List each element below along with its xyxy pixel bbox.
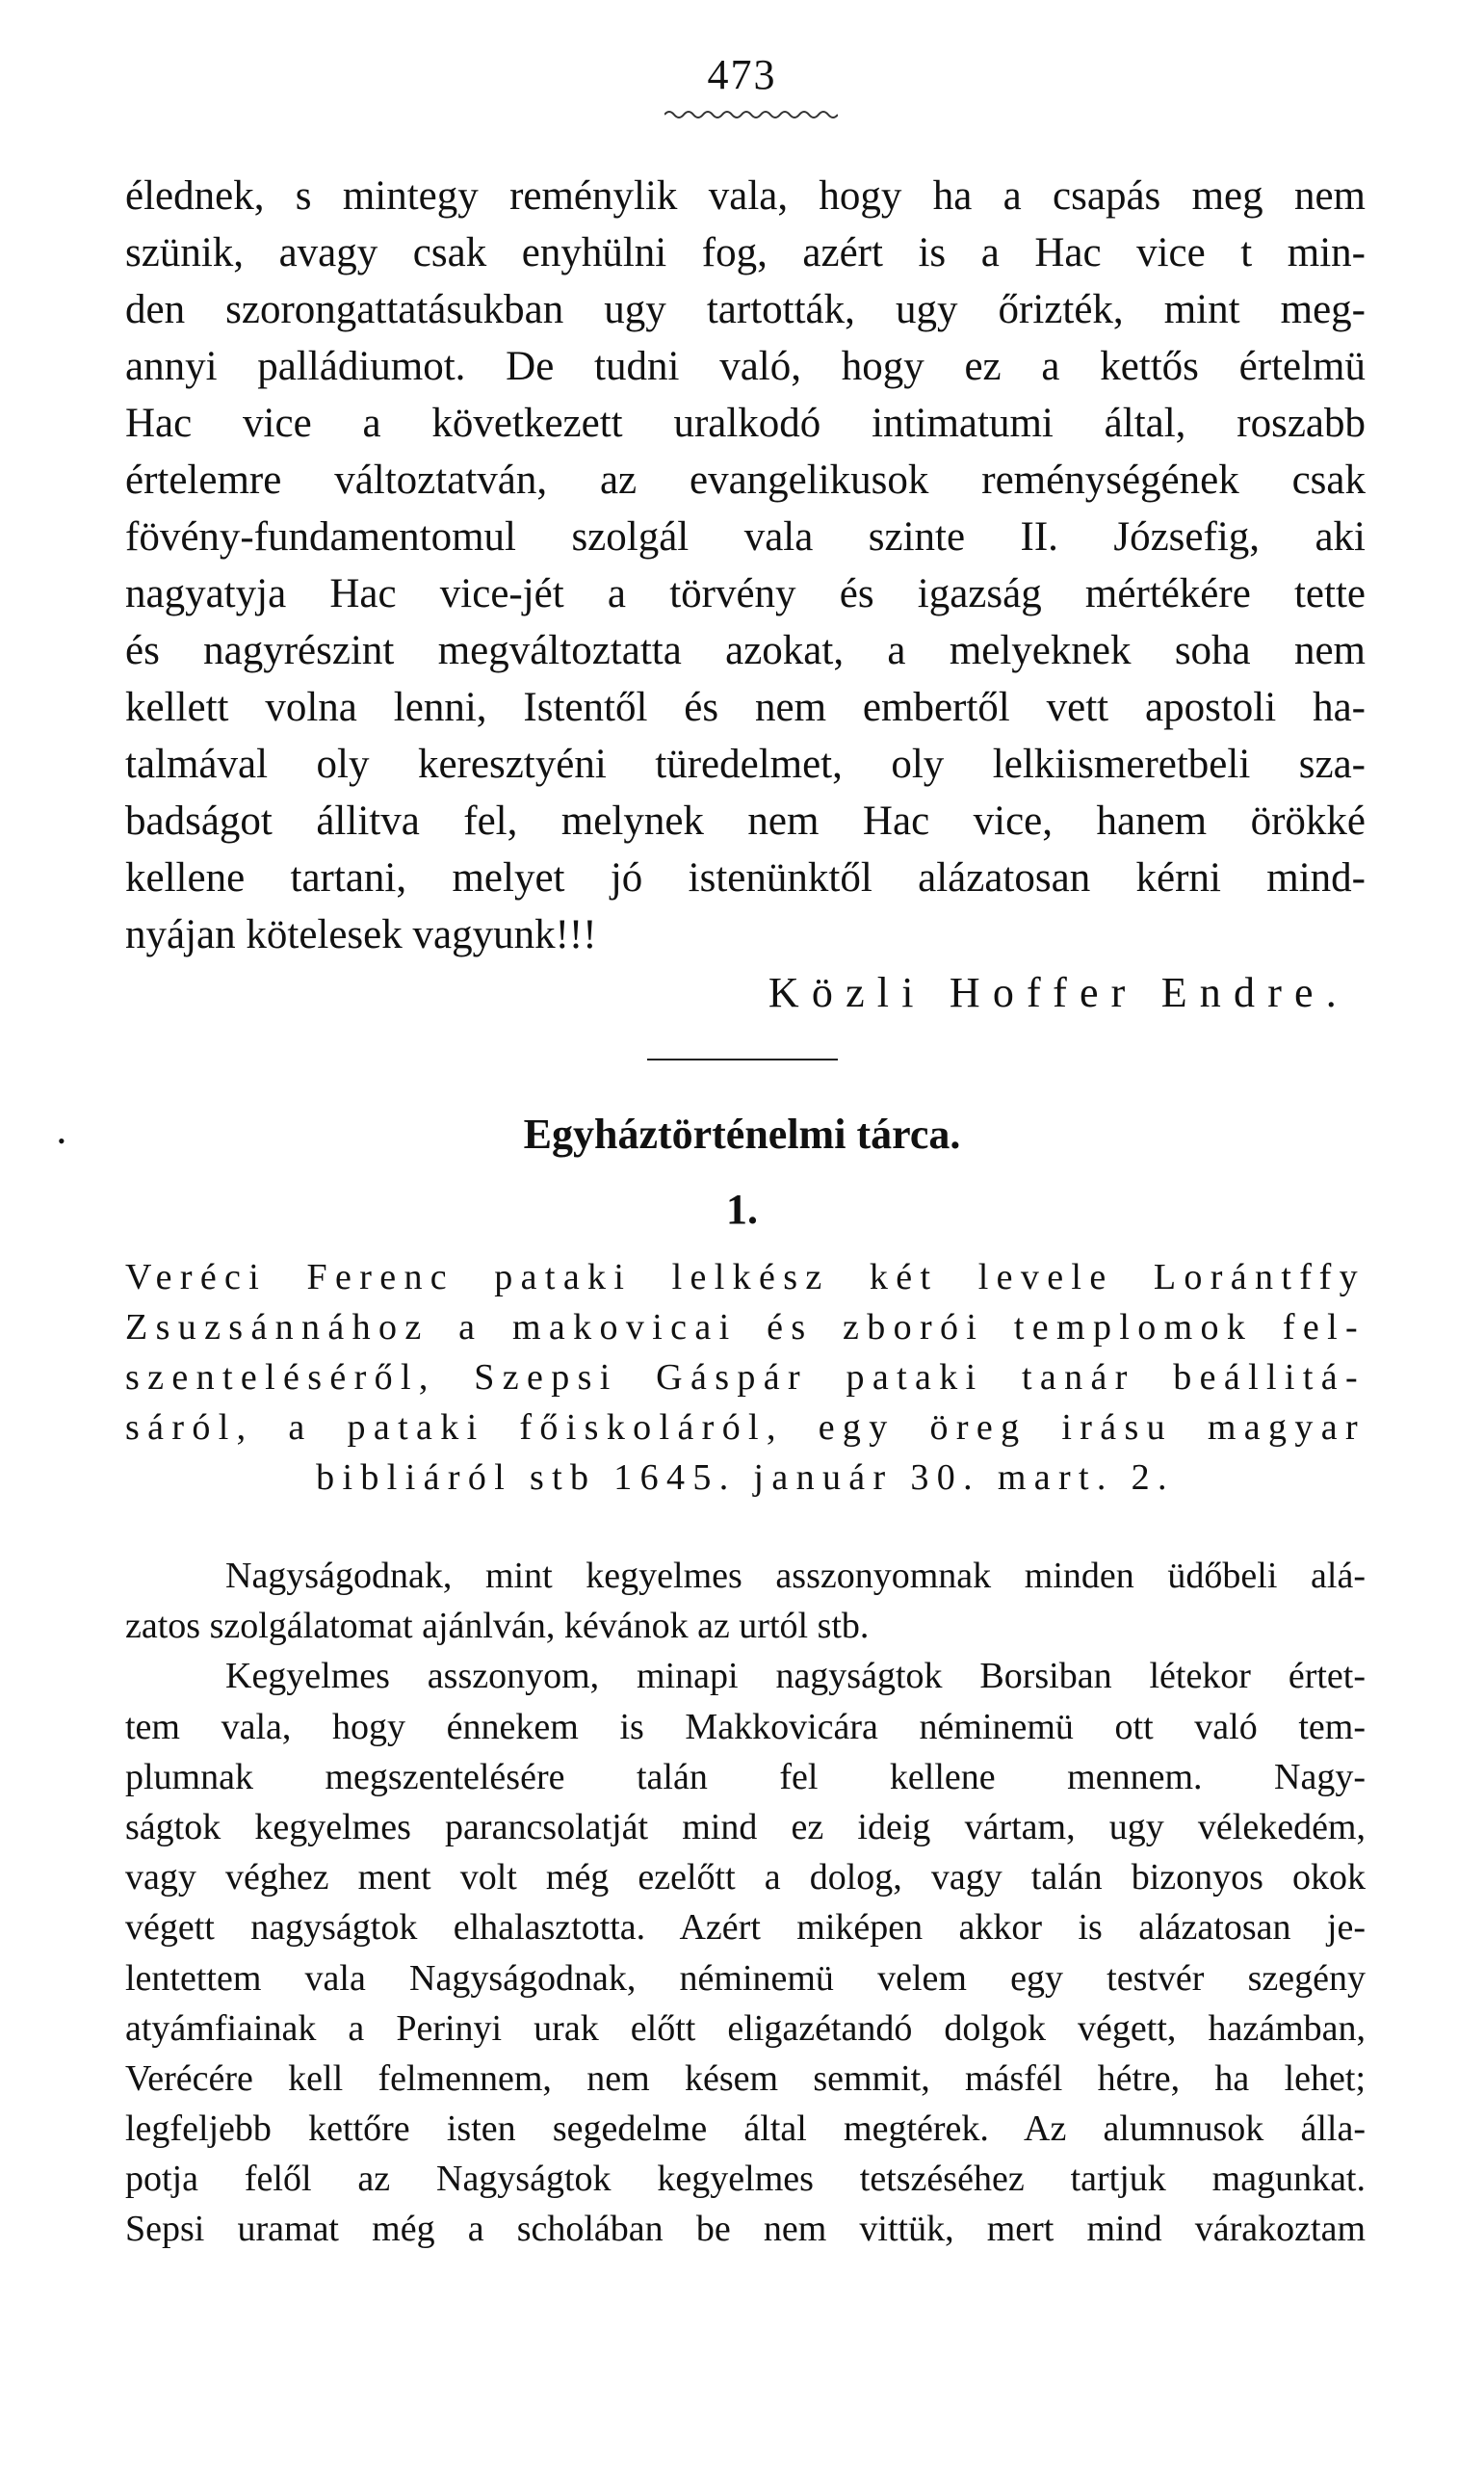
text-line: badságot állitva fel, melynek nem Hac vice, hanem örökké xyxy=(125,798,1366,844)
title-line: bibliáról stb 1645. január 30. mart. 2. xyxy=(316,1457,1175,1498)
margin-dot: • xyxy=(58,1129,65,1153)
text-line: legfeljebb kettőre isten segedelme által megtérek. Az alumnusok álla- xyxy=(125,2108,1366,2150)
section-heading: Egyháztörténelmi tárca. xyxy=(523,1111,961,1158)
text-line: végett nagyságtok elhalasztotta. Azért miképen akkor is alázatosan je- xyxy=(125,1907,1366,1949)
text-line: talmával oly keresztyéni türedelmet, oly lelkiismeretbeli sza- xyxy=(125,742,1366,787)
text-line: lentettem vala Nagyságodnak, néminemü velem egy testvér szegény xyxy=(125,1957,1366,1999)
text-line: kellett volna lenni, Istentől és nem embertől vett apostoli ha- xyxy=(125,685,1366,730)
title-line: Veréci Ferenc pataki lelkész két levele Lorántffy xyxy=(125,1257,1366,1297)
section-divider xyxy=(647,1059,838,1060)
text-line: Nagyságodnak, mint kegyelmes asszonyomnak minden üdőbeli alá- xyxy=(225,1556,1366,1596)
text-line: potja felől az Nagyságtok kegyelmes tetszéséhez tartjuk magunkat. xyxy=(125,2159,1366,2200)
text-line: fövény-fundamentomul szolgál vala szinte II. Józsefig, aki xyxy=(125,514,1366,560)
text-line: atyámfiainak a Perinyi urak előtt eligazétandó dolgok végett, hazámban, xyxy=(125,2007,1366,2049)
text-line: nagyatyja Hac vice-jét a törvény és igazság mértékére tette xyxy=(125,571,1366,616)
text-line: nyájan kötelesek vagyunk!!! xyxy=(125,912,597,957)
text-line: Hac vice a következett uralkodó intimatumi által, roszabb xyxy=(125,401,1366,446)
text-line: értelemre változtatván, az evangelikusok reménységének csak xyxy=(125,458,1366,503)
text-line: Sepsi uramat még a scholában be nem vittük, mert mind várakoztam xyxy=(125,2209,1366,2250)
text-line: Verécére kell felmennem, nem késem semmit, másfél hétre, ha lehet; xyxy=(125,2057,1366,2099)
title-line: sáról, a pataki főiskoláról, egy öreg irásu magyar xyxy=(125,1407,1366,1448)
text-line: élednek, s mintegy reménylik vala, hogy ha a csapás meg nem xyxy=(125,173,1366,219)
author-signature: Közli Hoffer Endre. xyxy=(768,969,1349,1016)
letter-body xyxy=(125,1551,1366,2255)
page-number: 473 xyxy=(707,51,777,98)
section-number: 1. xyxy=(726,1186,758,1233)
text-line: zatos szolgálatomat ajánlván, kévánok az urtól stb. xyxy=(125,1606,870,1647)
text-line: den szorongattatásukban ugy tartották, ugy őrizték, mint meg- xyxy=(125,287,1366,332)
title-line: Zsuzsánnához a makovicai és zborói templomok fel- xyxy=(125,1307,1366,1348)
page-number-ornament xyxy=(664,108,838,121)
text-line: ságtok kegyelmes parancsolatját mind ez ideig vártam, ugy vélekedém, xyxy=(125,1806,1366,1847)
title-line: szenteléséről, Szepsi Gáspár pataki tanár beállitá- xyxy=(125,1357,1366,1398)
text-line: vagy véghez ment volt még ezelőtt a dolog, vagy talán bizonyos okok xyxy=(125,1857,1366,1898)
text-line: kellene tartani, melyet jó istenünktől alázatosan kérni mind- xyxy=(125,855,1366,901)
text-line: plumnak megszentelésére talán fel kellene mennem. Nagy- xyxy=(125,1756,1366,1797)
text-line: szünik, avagy csak enyhülni fog, azért is a Hac vice t min- xyxy=(125,230,1366,275)
text-line: tem vala, hogy énnekem is Makkovicára néminemü ott való tem- xyxy=(125,1706,1366,1747)
text-line: és nagyrészint megváltoztatta azokat, a melyeknek soha nem xyxy=(125,628,1366,673)
text-line: annyi palládiumot. De tudni való, hogy ez a kettős értelmü xyxy=(125,344,1366,389)
text-line: Kegyelmes asszonyom, minapi nagyságtok Borsiban létekor értet- xyxy=(225,1656,1366,1697)
article-title xyxy=(125,1252,1366,1503)
paragraph-continuation xyxy=(125,168,1366,963)
